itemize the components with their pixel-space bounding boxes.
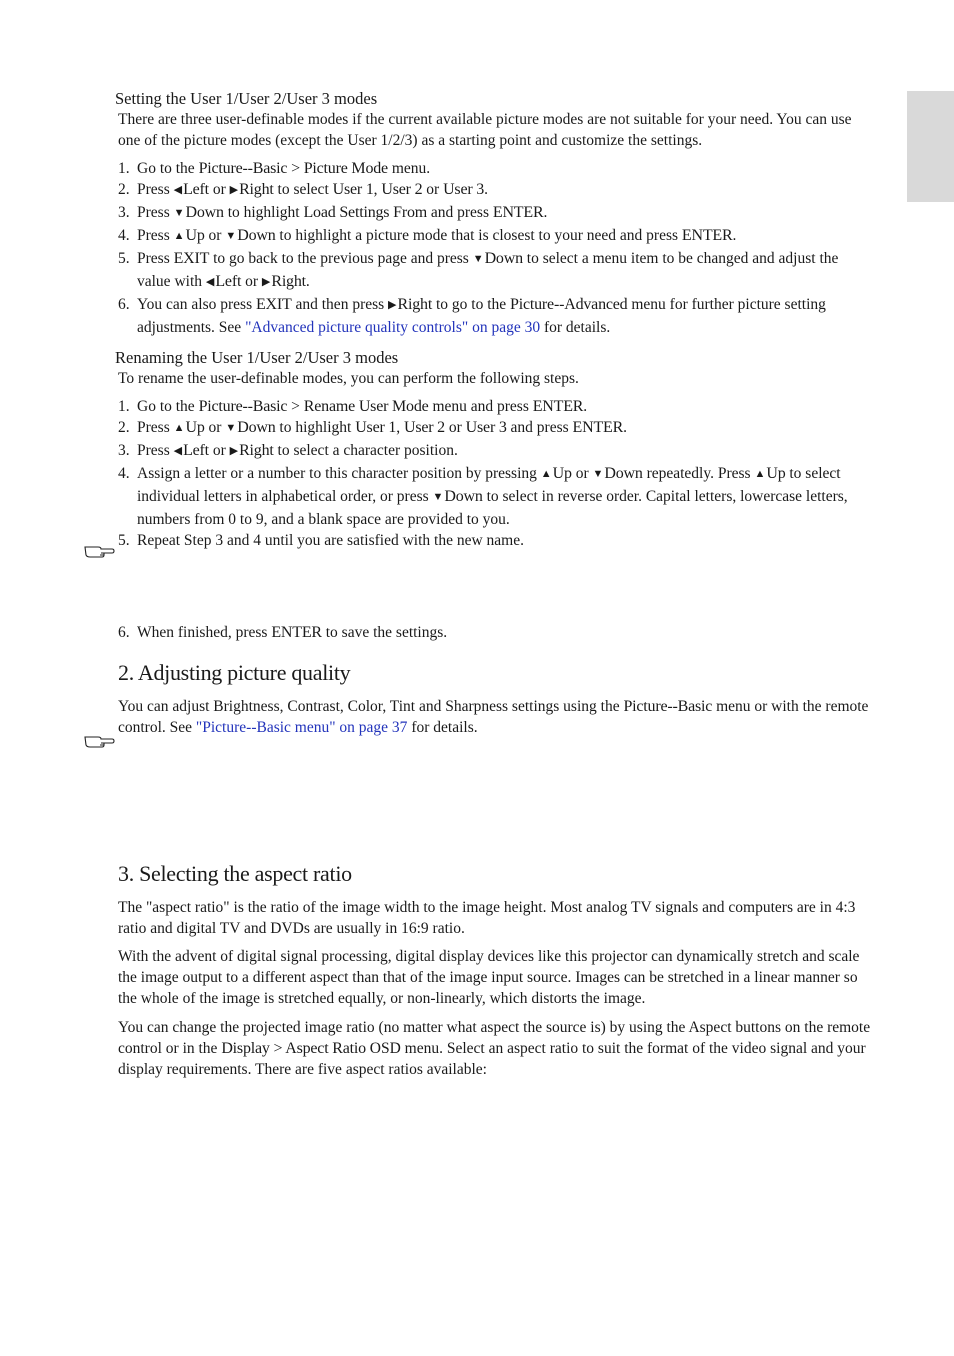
triangle-right-icon: ▶ [261,276,271,288]
triangle-up-icon: ▲ [173,422,185,434]
chapter-side-tab [907,91,954,202]
intro-paragraph: There are three user-definable modes if the current available picture modes are not suitable for your need. You can use one of the picture modes (except the User 1/2/3) as a starting point and customize the settings. [118,111,852,149]
renaming-steps-list [118,396,874,551]
pointing-hand-icon [84,733,116,749]
list-item: 1. Go to the Picture--Basic > Rename User Mode menu and press ENTER. [118,398,588,415]
list-item: 5. Repeat Step 3 and 4 until you are satisfied with the new name. [118,532,524,549]
triangle-left-icon: ◀ [173,445,183,457]
triangle-up-icon: ▲ [540,468,552,480]
triangle-left-icon: ◀ [173,184,183,196]
aspect-paragraph-2: With the advent of digital signal processing, digital display devices like this projector can dynamically stretch and scale the image output to a different aspect than that of the image input source. Images can be stretched in a linear manner so the whole of the image is stretched equally, or non-linearly, which distorts the image. [118,948,860,1007]
list-item: 3. Press ◀Left or ▶Right to select a character position. [118,442,458,459]
list-item: 6. When finished, press ENTER to save the settings. [118,624,448,641]
triangle-down-icon: ▼ [173,207,185,219]
triangle-down-icon: ▼ [472,253,484,265]
setting-steps-list [118,158,874,338]
picture-basic-menu-link[interactable]: "Picture--Basic menu" on page 37 [195,719,408,736]
renaming-final-step [118,622,874,643]
triangle-left-icon: ◀ [205,276,215,288]
triangle-down-icon: ▼ [432,491,444,503]
list-item: 4. Press ▲Up or ▼Down to highlight a picture mode that is closest to your need and press ENTER. [118,227,737,244]
heading-adjusting-picture-quality: 2. Adjusting picture quality [118,660,351,685]
aspect-paragraph-3: You can change the projected image ratio (no matter what aspect the source is) by using the Aspect buttons on the remote control or in the Display > Aspect Ratio OSD menu. Select an aspect ratio to suit the format of the video signal and your display requirements. There are five aspect ratios available: [118,1019,871,1078]
subheading-renaming-user-modes: Renaming the User 1/User 2/User 3 modes [115,348,399,367]
quality-paragraph: You can adjust Brightness, Contrast, Color, Tint and Sharpness settings using the Picture--Basic menu or with the remote control. See "Picture--Basic menu" on page 37 for details. [118,698,869,736]
list-item: 6. You can also press EXIT and then press ▶Right to go to the Picture--Advanced menu for further picture setting adjustments. See "Advanced picture quality controls" on page 30 for details. [118,296,826,336]
triangle-right-icon: ▶ [229,445,239,457]
list-item: 1. Go to the Picture--Basic > Picture Mode menu. [118,160,431,177]
pointing-hand-icon [84,543,116,559]
list-item: 2. Press ▲Up or ▼Down to highlight User 1, User 2 or User 3 and press ENTER. [118,419,627,436]
list-item: 3. Press ▼Down to highlight Load Settings From and press ENTER. [118,204,548,221]
heading-selecting-aspect-ratio: 3. Selecting the aspect ratio [118,861,352,886]
intro-paragraph: To rename the user-definable modes, you can perform the following steps. [118,370,579,387]
triangle-down-icon: ▼ [592,468,604,480]
triangle-right-icon: ▶ [229,184,239,196]
triangle-up-icon: ▲ [754,468,766,480]
triangle-up-icon: ▲ [173,230,185,242]
aspect-paragraph-1: The "aspect ratio" is the ratio of the image width to the image height. Most analog TV signals and computers are in 4:3 ratio and digital TV and DVDs are usually in 16:9 ratio. [118,899,856,937]
list-item: 5. Press EXIT to go back to the previous page and press ▼Down to select a menu item to be changed and adjust the value with ◀Left or ▶Right. [118,250,839,290]
triangle-down-icon: ▼ [225,230,237,242]
triangle-right-icon: ▶ [388,299,397,311]
subheading-setting-user-modes: Setting the User 1/User 2/User 3 modes [115,89,378,108]
list-item: 4. Assign a letter or a number to this character position by pressing ▲Up or ▼Down repeatedly. Press ▲Up to select individual letters in alphabetical order, or press ▼Down to select in reverse order. Capital letters, lowercase letters, numbers from 0 to 9, and a blank space are provided to you. [118,465,848,528]
triangle-down-icon: ▼ [225,422,237,434]
advanced-picture-link[interactable]: "Advanced picture quality controls" on page 30 [245,319,541,336]
list-item: 2. Press ◀Left or ▶Right to select User 1, User 2 or User 3. [118,181,488,198]
